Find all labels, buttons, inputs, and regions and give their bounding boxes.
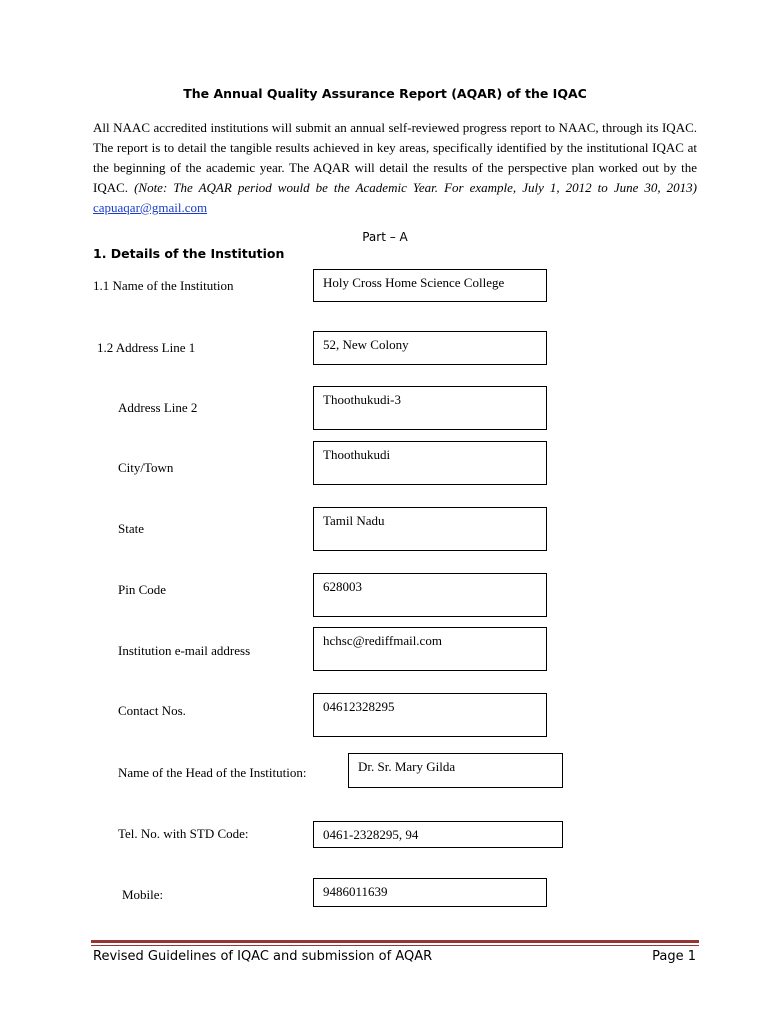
pin-code-label: Pin Code: [118, 582, 167, 597]
city-label: City/Town: [118, 460, 174, 475]
address-line-2-field[interactable]: Thoothukudi-3: [313, 386, 547, 430]
page-number: Page 1: [652, 949, 696, 964]
address-line-1-field[interactable]: 52, New Colony: [313, 331, 547, 365]
footer-rule-thick: [91, 940, 699, 943]
city-field[interactable]: Thoothukudi: [313, 441, 547, 485]
document-title: The Annual Quality Assurance Report (AQAR) of the IQAC: [183, 86, 587, 101]
footer-rule-thin: [91, 945, 699, 946]
tel-std-label: Tel. No. with STD Code:: [118, 826, 249, 841]
intro-paragraph: [93, 118, 697, 218]
institution-email-field[interactable]: hchsc@rediffmail.com: [313, 627, 547, 671]
mobile-label: Mobile:: [122, 887, 164, 902]
state-field[interactable]: Tamil Nadu: [313, 507, 547, 551]
part-label: Part – A: [362, 230, 408, 244]
intro-text: All NAAC accredited institutions will submit an annual self-reviewed progress report to NAAC, through its IQAC. The report is to detail the tangible results achieved in key areas, specifically identified by the institutional IQAC at the beginning of the academic year. The AQAR will detail the results of the perspective plan worked out by the IQAC.: [93, 120, 697, 195]
institution-name-field[interactable]: Holy Cross Home Science College: [313, 269, 547, 302]
institution-name-label: 1.1 Name of the Institution: [93, 278, 234, 293]
email-link[interactable]: capuaqar@gmail.com: [93, 200, 208, 215]
section-heading: 1. Details of the Institution: [93, 246, 285, 261]
address-line-2-label: Address Line 2: [118, 400, 198, 415]
head-of-institution-label: Name of the Head of the Institution:: [118, 765, 307, 780]
head-of-institution-field[interactable]: Dr. Sr. Mary Gilda: [348, 753, 563, 788]
footer-title: Revised Guidelines of IQAC and submission of AQAR: [93, 949, 433, 964]
tel-std-field[interactable]: 0461-2328295, 94: [313, 821, 563, 848]
state-label: State: [118, 521, 144, 536]
pin-code-field[interactable]: 628003: [313, 573, 547, 617]
contact-nos-field[interactable]: 04612328295: [313, 693, 547, 737]
institution-email-label: Institution e-mail address: [118, 643, 251, 658]
mobile-field[interactable]: 9486011639: [313, 878, 547, 907]
address-line-1-label: 1.2 Address Line 1: [97, 340, 196, 355]
intro-note: (Note: The AQAR period would be the Academic Year. For example, July 1, 2012 to June 30, 2013): [134, 180, 697, 195]
contact-nos-label: Contact Nos.: [118, 703, 186, 718]
